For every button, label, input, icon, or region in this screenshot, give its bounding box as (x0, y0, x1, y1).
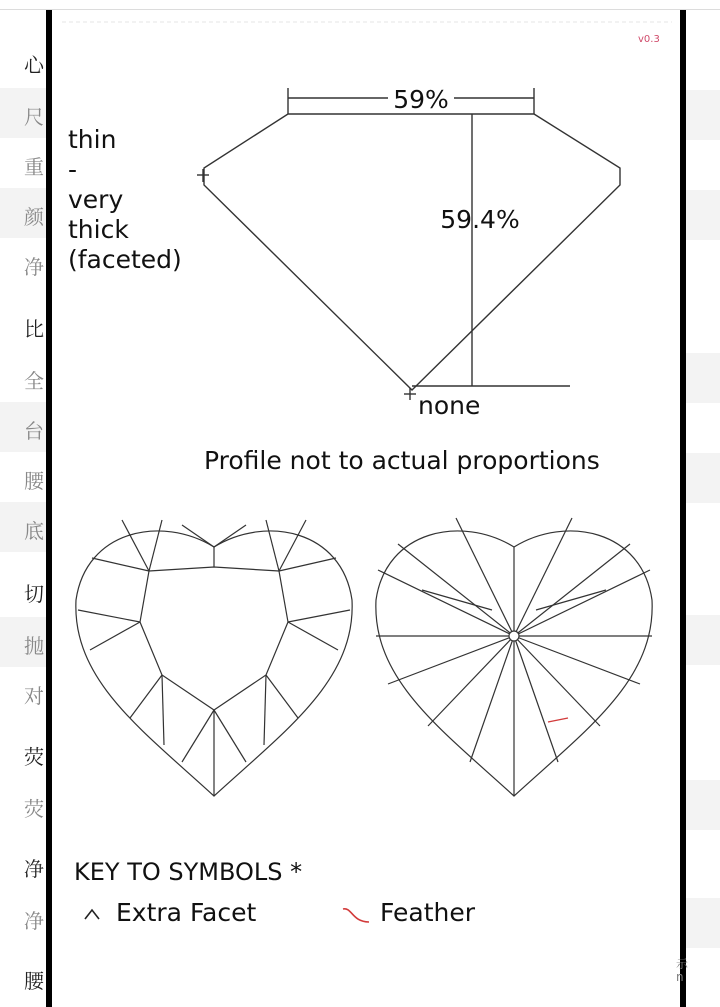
feather-mark (548, 718, 568, 722)
gutter-band (686, 780, 720, 830)
girdle-line: very (68, 185, 124, 214)
depth-percent: 59.4% (440, 205, 520, 234)
profile-outline (204, 114, 620, 390)
list-item-label: 净 (24, 909, 44, 933)
top-divider (0, 0, 720, 10)
list-item-label: 切 (24, 582, 44, 606)
extra-facet-label: Extra Facet (116, 898, 257, 927)
right-gutter (686, 10, 720, 1007)
list-item-label: 对 (24, 684, 44, 708)
girdle-line: - (68, 155, 78, 184)
gutter-band (686, 353, 720, 403)
list-item-label: 尺 (24, 105, 44, 129)
extra-facet-icon (82, 906, 102, 922)
list-item-label: 腰 (24, 969, 44, 993)
girdle-line: thin (68, 125, 117, 154)
profile-caption: Profile not to actual proportions (204, 446, 600, 475)
gutter-band (686, 898, 720, 948)
list-item-label: 荧 (24, 745, 44, 769)
list-item-label: 心 (24, 53, 44, 77)
list-item-label: 底 (24, 519, 44, 543)
list-item-label: 抛 (24, 634, 44, 658)
gutter-band (686, 615, 720, 665)
crown-table-top (149, 567, 279, 571)
feather-icon (340, 904, 372, 928)
list-item-label: 比 (24, 317, 44, 341)
version-label: v0.3 (638, 34, 660, 45)
pavilion-view-heart (376, 518, 652, 796)
list-item-label: 全 (24, 369, 44, 393)
girdle-line: (faceted) (68, 245, 182, 274)
list-item-label: 腰 (24, 469, 44, 493)
girdle-line: thick (68, 215, 129, 244)
table-percent: 59% (393, 85, 449, 114)
list-item-label: 重 (24, 155, 44, 179)
girdle-description (68, 125, 182, 274)
diamond-profile (197, 88, 620, 400)
list-item-label: 净 (24, 255, 44, 279)
diamond-diagram-modal[interactable] (46, 10, 689, 1007)
crown-view-heart (76, 520, 352, 796)
gutter-band (686, 90, 720, 140)
key-to-symbols-title: KEY TO SYMBOLS * (74, 858, 303, 886)
gutter-band (686, 453, 720, 503)
list-item-label: 净 (24, 857, 44, 881)
list-item-label: 荧 (24, 797, 44, 821)
culet-label: none (418, 391, 481, 420)
culet-point (509, 631, 519, 641)
gutter-band (686, 190, 720, 240)
feather-label: Feather (380, 898, 476, 927)
list-item-label: 颜 (24, 205, 44, 229)
list-item-label: 台 (24, 419, 44, 443)
corner-mark: 示 n (676, 957, 689, 984)
